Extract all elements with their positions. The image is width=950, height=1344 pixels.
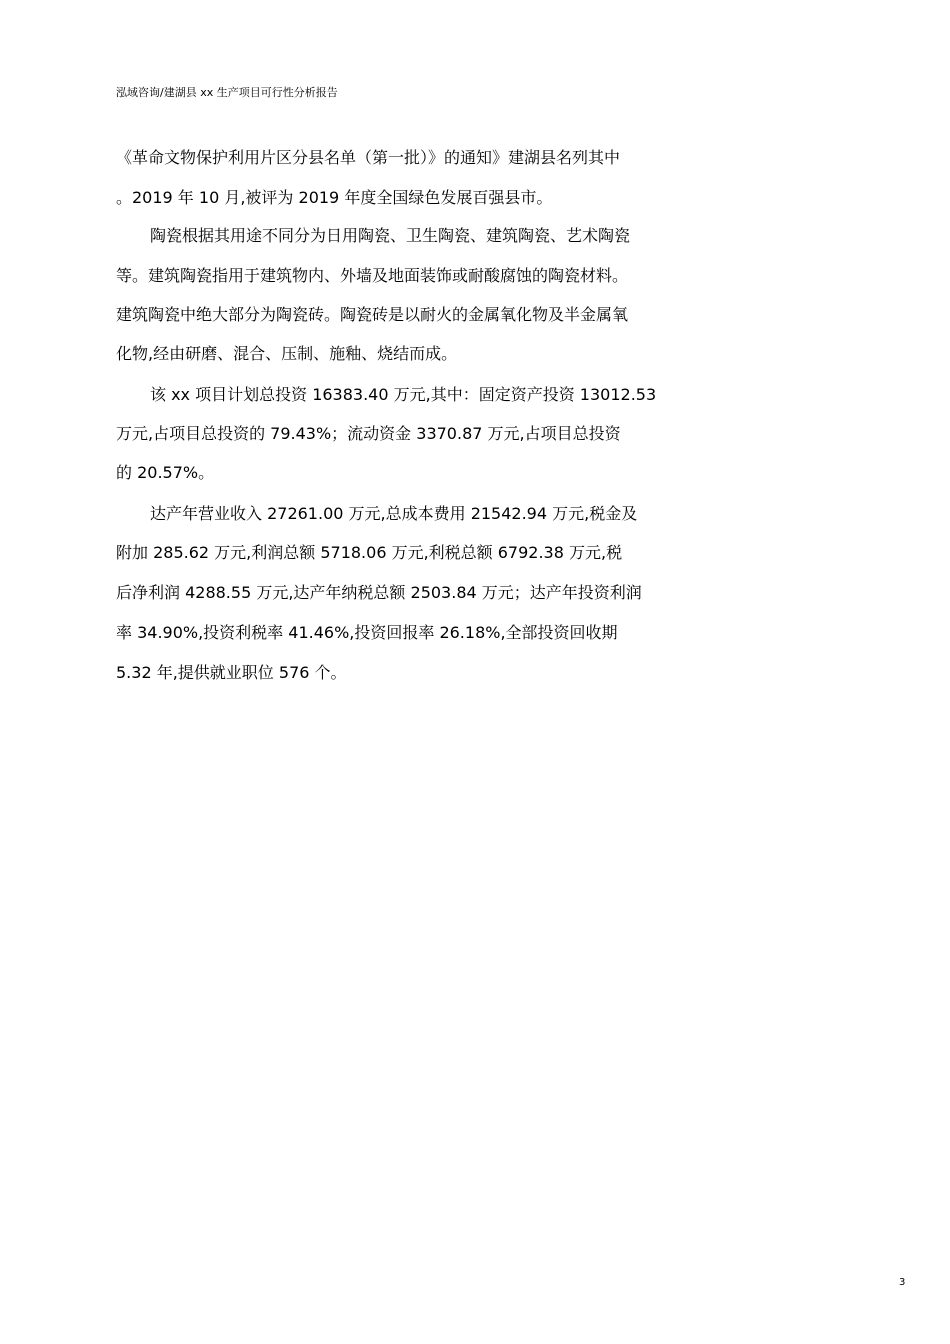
text-line: 万元,占项目总投资的 79.43%；流动资金 3370.87 万元,占项目总投资 — [116, 424, 621, 443]
text-line: 等。建筑陶瓷指用于建筑物内、外墙及地面装饰或耐酸腐蚀的陶瓷材料。 — [116, 266, 629, 285]
text-line: 后净利润 4288.55 万元,达产年纳税总额 2503.84 万元；达产年投资利润 — [116, 583, 642, 602]
paragraph-first-line: 陶瓷根据其用途不同分为日用陶瓷、卫生陶瓷、建筑陶瓷、艺术陶瓷 — [150, 226, 631, 245]
text-line: 化物,经由研磨、混合、压制、施釉、烧结而成。 — [116, 344, 458, 363]
text-line: 《革命文物保护利用片区分县名单（第一批）》的通知》建湖县名列其中 — [116, 148, 621, 167]
page-number: 3 — [899, 1277, 906, 1288]
text-line: 附加 285.62 万元,利润总额 5718.06 万元,利税总额 6792.38 万元,税 — [116, 543, 623, 562]
paragraph-first-line: 该 xx 项目计划总投资 16383.40 万元,其中：固定资产投资 13012.53 — [150, 385, 657, 404]
text-line: 的 20.57%。 — [116, 463, 215, 482]
text-line: 5.32 年,提供就业职位 576 个。 — [116, 663, 347, 682]
page-header: 泓域咨询/建湖县 xx 生产项目可行性分析报告 — [116, 86, 338, 99]
text-line: 。2019 年 10 月,被评为 2019 年度全国绿色发展百强县市。 — [116, 188, 553, 207]
text-line: 建筑陶瓷中绝大部分为陶瓷砖。陶瓷砖是以耐火的金属氧化物及半金属氧 — [116, 305, 629, 324]
text-line: 率 34.90%,投资利税率 41.46%,投资回报率 26.18%,全部投资回收期 — [116, 623, 618, 642]
paragraph-first-line: 达产年营业收入 27261.00 万元,总成本费用 21542.94 万元,税金及 — [150, 504, 638, 523]
